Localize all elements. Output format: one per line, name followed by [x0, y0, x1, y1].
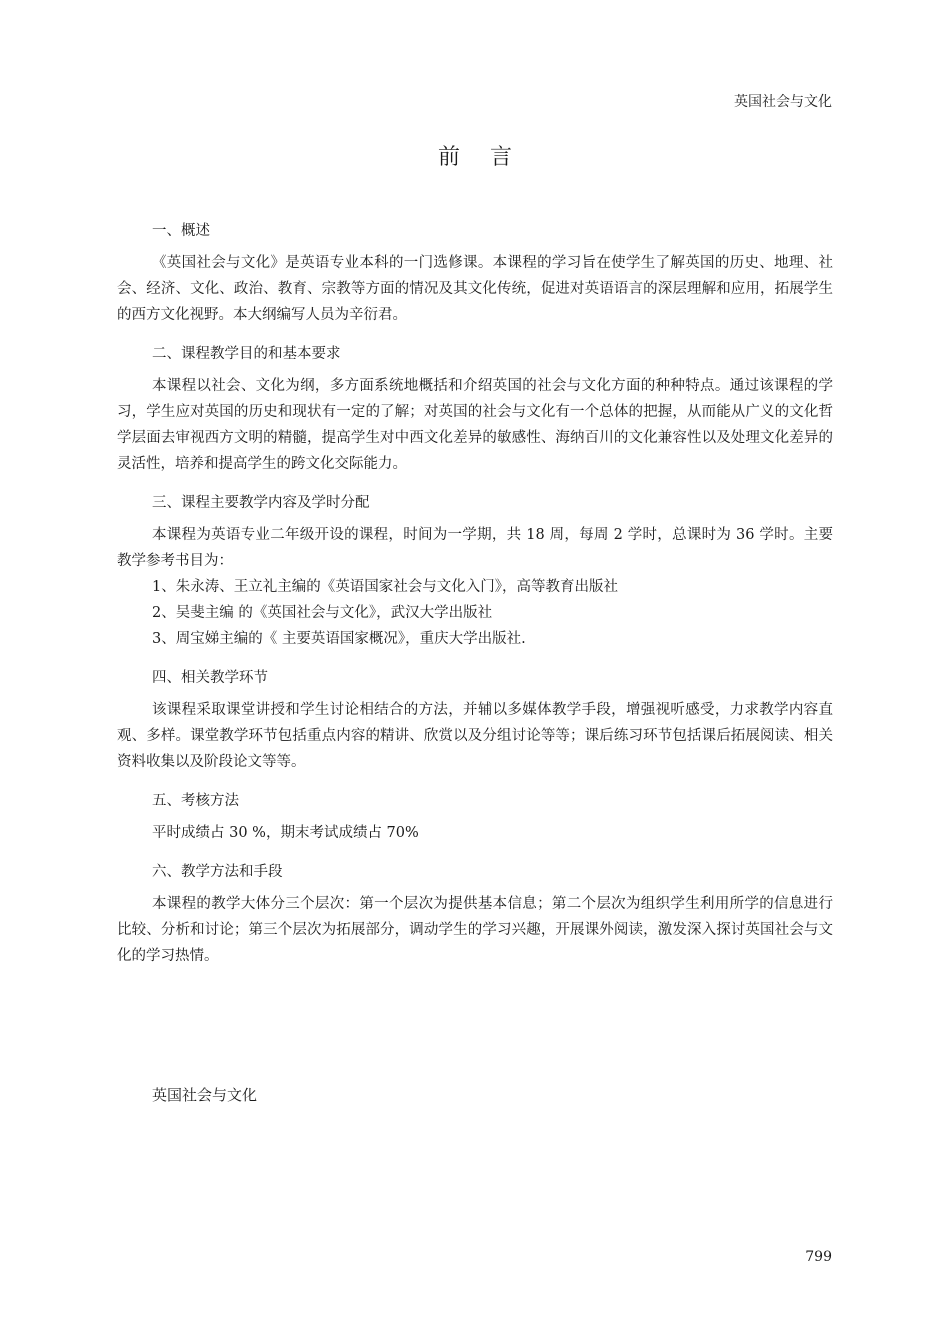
section-paragraph: 本课程为英语专业二年级开设的课程，时间为一学期，共 18 周，每周 2 学时，总课时为 36 学时。主要教学参考书目为： [117, 527, 833, 569]
section-paragraph: 本课程的教学大体分三个层次：第一个层次为提供基本信息；第二个层次为组织学生利用所学的信息进行比较、分析和讨论；第三个层次为拓展部分，调动学生的学习兴趣，开展课外阅读，激发深入探讨英国社会与文化的学习热情。 [117, 896, 833, 964]
section-heading: 四、相关教学环节 [152, 670, 268, 686]
document-body [117, 218, 833, 982]
section-objectives [117, 341, 833, 477]
section-assessment [117, 788, 833, 846]
reference-item: 2、吴斐主编 的《英国社会与文化》，武汉大学出版社 [152, 605, 493, 621]
section-heading: 五、考核方法 [152, 793, 239, 809]
reference-item: 3、周宝娣主编的《 主要英语国家概况》，重庆大学出版社. [152, 631, 526, 647]
section-heading: 二、课程教学目的和基本要求 [152, 346, 341, 362]
section-overview [117, 218, 833, 328]
reference-item: 1、朱永涛、王立礼主编的《英语国家社会与文化入门》，高等教育出版社 [152, 579, 618, 595]
page-number: 799 [805, 1249, 832, 1265]
course-label: 英国社会与文化 [152, 1086, 258, 1104]
section-paragraph: 《英国社会与文化》是英语专业本科的一门选修课。本课程的学习旨在使学生了解英国的历史、地理、社会、经济、文化、政治、教育、宗教等方面的情况及其文化传统，促进对英语语言的深层理解和应用，拓展学生的西方文化视野。本大纲编写人员为辛衍君。 [117, 255, 833, 323]
running-header: 英国社会与文化 [734, 94, 832, 110]
section-heading: 一、概述 [152, 223, 210, 239]
section-heading: 六、教学方法和手段 [152, 864, 283, 880]
page-title: 前言 [437, 145, 542, 170]
reference-list [117, 574, 833, 652]
section-paragraph: 平时成绩占 30 %，期末考试成绩占 70% [152, 825, 419, 841]
section-teaching-activities [117, 665, 833, 775]
section-heading: 三、课程主要教学内容及学时分配 [152, 495, 370, 511]
section-content-hours [117, 490, 833, 652]
section-methods [117, 859, 833, 969]
section-paragraph: 该课程采取课堂讲授和学生讨论相结合的方法，并辅以多媒体教学手段，增强视听感受，力求教学内容直观、多样。课堂教学环节包括重点内容的精讲、欣赏以及分组讨论等等；课后练习环节包括课后拓展阅读、相关资料收集以及阶段论文等等。 [117, 702, 833, 770]
section-paragraph: 本课程以社会、文化为纲，多方面系统地概括和介绍英国的社会与文化方面的种种特点。通过该课程的学习，学生应对英国的历史和现状有一定的了解；对英国的社会与文化有一个总体的把握，从而能从广义的文化哲学层面去审视西方文明的精髓，提高学生对中西文化差异的敏感性、海纳百川的文化兼容性以及处理文化差异的灵活性，培养和提高学生的跨文化交际能力。 [117, 378, 833, 472]
